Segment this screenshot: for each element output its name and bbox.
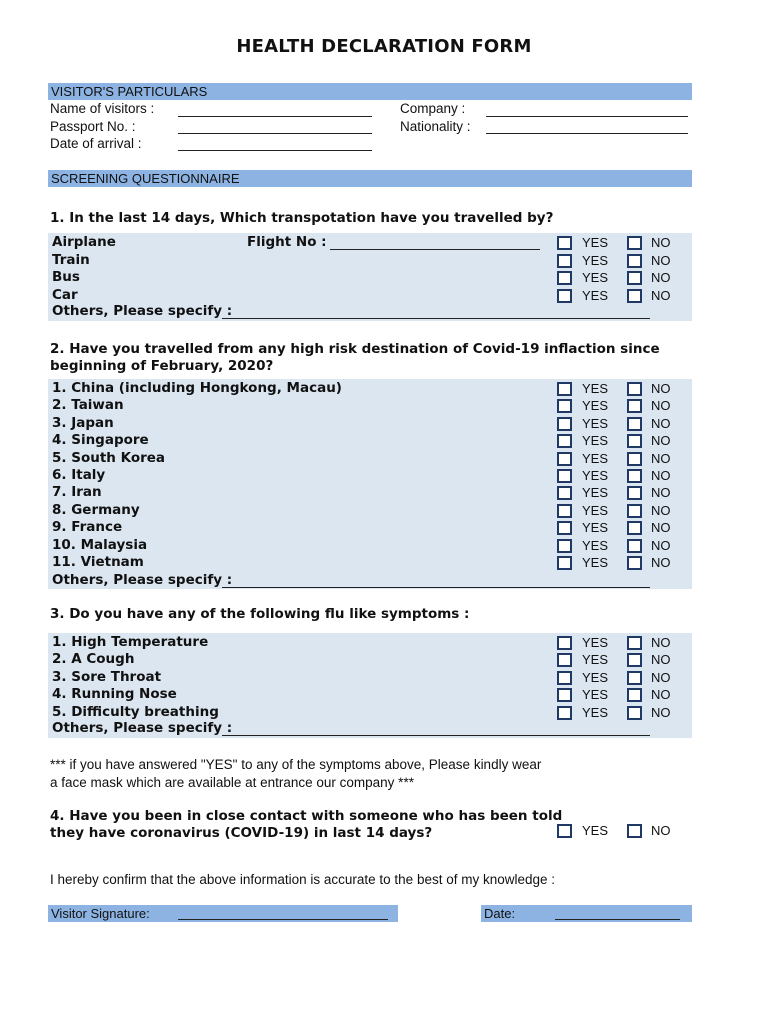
q2-item-5-yes-checkbox[interactable]	[557, 452, 572, 466]
q2-item-6-no-checkbox[interactable]	[627, 469, 642, 483]
q3-item-4-yes-checkbox[interactable]	[557, 688, 572, 702]
q3-item-3-yes-checkbox[interactable]	[557, 671, 572, 685]
q2-item-10-no-checkbox[interactable]	[627, 539, 642, 553]
q2-item: 7. Iran	[52, 484, 102, 501]
q1-item-3-no-label: NO	[651, 270, 671, 285]
q3-item-4-no-checkbox[interactable]	[627, 688, 642, 702]
q2-item-2-yes-checkbox[interactable]	[557, 399, 572, 413]
q2-item-6-yes-label: YES	[582, 468, 609, 483]
q2-item-11-yes-checkbox[interactable]	[557, 556, 572, 570]
q2-item-4-yes-label: YES	[582, 433, 609, 449]
q2-item: 9. France	[52, 519, 123, 536]
q2-item-3-no-checkbox[interactable]	[627, 417, 642, 431]
q3-item-3-yes-label: YES	[582, 669, 609, 685]
question-2: 2. Have you travelled from any high risk destination of Covid-19 inflaction since beginning of February, 2020?	[50, 341, 660, 374]
q2-item-5-no-label: NO	[651, 450, 671, 466]
q2-item: 1. China (including Hongkong, Macau)	[52, 380, 342, 396]
q1-item-1-yes-checkbox[interactable]	[557, 236, 572, 250]
q1-item-4-no-label: NO	[651, 287, 671, 303]
q2-item-9-no-checkbox[interactable]	[627, 521, 642, 535]
q2-item-11-no-label: NO	[651, 555, 671, 570]
q1-item-2-no-label: NO	[651, 252, 671, 268]
q4-no-label: NO	[651, 823, 671, 838]
q1-item-2-yes-checkbox[interactable]	[557, 254, 572, 268]
q3-item-1-no-checkbox[interactable]	[627, 636, 642, 650]
q1-item-3-no-checkbox[interactable]	[627, 271, 642, 285]
confirmation-text: I hereby confirm that the above information is accurate to the best of my knowledge :	[50, 872, 556, 887]
q2-item-7-yes-label: YES	[582, 485, 609, 501]
q2-item-10-yes-checkbox[interactable]	[557, 539, 572, 553]
q2-item-1-yes-label: YES	[582, 381, 609, 396]
q2-item-3-no-label: NO	[651, 415, 671, 431]
q2-item-10-no-label: NO	[651, 537, 671, 553]
flight-no-label: Flight No :	[247, 234, 327, 250]
q1-item: Bus	[52, 269, 80, 285]
q2-item-6-no-label: NO	[651, 468, 671, 483]
q2-item: 2. Taiwan	[52, 397, 124, 414]
mask-note: *** if you have answered "YES" to any of the symptoms above, Please kindly wear a face mask which are available at entrance our company ***	[50, 757, 542, 790]
q3-others-field[interactable]	[222, 735, 650, 736]
q2-item-10-yes-label: YES	[582, 537, 609, 553]
q1-item-4-no-checkbox[interactable]	[627, 289, 642, 303]
q1-item-1-no-checkbox[interactable]	[627, 236, 642, 250]
q3-item: 5. Difficulty breathing	[52, 703, 219, 720]
q2-item-2-no-label: NO	[651, 398, 671, 414]
company-label: Company :	[400, 101, 466, 116]
q3-item-5-yes-label: YES	[582, 704, 609, 720]
q1-item-4-yes-label: YES	[582, 287, 609, 303]
flight-no-field[interactable]	[330, 249, 540, 250]
q2-item: 8. Germany	[52, 501, 140, 518]
q4-yes-checkbox[interactable]	[557, 824, 572, 838]
screening-section-header: SCREENING QUESTIONNAIRE	[48, 170, 692, 187]
q2-item-3-yes-label: YES	[582, 415, 609, 431]
q3-item-5-no-label: NO	[651, 704, 671, 720]
q2-item-8-no-checkbox[interactable]	[627, 504, 642, 518]
q2-others-field[interactable]	[222, 587, 650, 588]
q2-item-5-yes-label: YES	[582, 450, 609, 466]
q2-others-label: Others, Please specify :	[52, 572, 233, 588]
q3-item: 3. Sore Throat	[52, 668, 162, 685]
signature-field[interactable]	[178, 919, 388, 920]
q1-item: Airplane	[52, 234, 116, 250]
q2-item-4-no-checkbox[interactable]	[627, 434, 642, 448]
q1-item-1-yes-label: YES	[582, 235, 609, 250]
q3-item-2-yes-label: YES	[582, 652, 609, 668]
q3-item: 1. High Temperature	[52, 634, 209, 650]
q2-item-8-no-label: NO	[651, 502, 671, 518]
q3-item-1-yes-checkbox[interactable]	[557, 636, 572, 650]
date-field[interactable]	[555, 919, 680, 920]
form-title: HEALTH DECLARATION FORM	[236, 36, 532, 57]
q3-item-2-no-label: NO	[651, 652, 671, 668]
nationality-field[interactable]	[486, 133, 688, 134]
q3-item-4-no-label: NO	[651, 687, 671, 703]
q2-item-4-no-label: NO	[651, 433, 671, 449]
question-1: 1. In the last 14 days, Which transpotation have you travelled by?	[50, 210, 554, 226]
company-field[interactable]	[486, 116, 688, 117]
q2-item-8-yes-label: YES	[582, 502, 609, 518]
q1-item-2-yes-label: YES	[582, 252, 609, 268]
q4-yes-label: YES	[582, 823, 609, 838]
q2-item-7-no-checkbox[interactable]	[627, 486, 642, 500]
q2-item-2-yes-label: YES	[582, 398, 609, 414]
q3-others-label: Others, Please specify :	[52, 720, 233, 736]
q2-item-1-no-label: NO	[651, 381, 671, 396]
q1-others-label: Others, Please specify :	[52, 303, 233, 319]
q3-item-3-no-label: NO	[651, 669, 671, 685]
q1-item: Car	[52, 286, 78, 303]
q2-item-1-no-checkbox[interactable]	[627, 382, 642, 396]
q2-item-5-no-checkbox[interactable]	[627, 452, 642, 466]
q2-item-7-yes-checkbox[interactable]	[557, 486, 572, 500]
q1-item-3-yes-label: YES	[582, 270, 609, 285]
q2-item-3-yes-checkbox[interactable]	[557, 417, 572, 431]
signature-band: Visitor Signature:	[48, 905, 398, 922]
q2-item-9-yes-label: YES	[582, 520, 609, 536]
date-band: Date:	[481, 905, 692, 922]
q2-item-9-no-label: NO	[651, 520, 671, 536]
q3-item-2-yes-checkbox[interactable]	[557, 653, 572, 667]
passport-label: Passport No. :	[50, 119, 136, 134]
q2-item-9-yes-checkbox[interactable]	[557, 521, 572, 535]
q3-item: 2. A Cough	[52, 651, 135, 668]
q2-item-1-yes-checkbox[interactable]	[557, 382, 572, 396]
q1-item-3-yes-checkbox[interactable]	[557, 271, 572, 285]
q2-item-2-no-checkbox[interactable]	[627, 399, 642, 413]
q2-item-6-yes-checkbox[interactable]	[557, 469, 572, 483]
question-4: 4. Have you been in close contact with someone who has been told they have coronavirus (COVID-19) in last 14 days?	[50, 808, 563, 841]
q3-item-3-no-checkbox[interactable]	[627, 671, 642, 685]
nationality-label: Nationality :	[400, 119, 471, 134]
visitor-section-header: VISITOR'S PARTICULARS	[48, 83, 692, 100]
q2-item: 4. Singapore	[52, 432, 149, 449]
passport-field[interactable]	[178, 133, 372, 134]
q3-item-1-no-label: NO	[651, 635, 671, 650]
q2-item-11-no-checkbox[interactable]	[627, 556, 642, 570]
q2-item-8-yes-checkbox[interactable]	[557, 504, 572, 518]
q2-item: 10. Malaysia	[52, 536, 148, 553]
q1-item-1-no-label: NO	[651, 235, 671, 250]
q2-item-11-yes-label: YES	[582, 555, 609, 570]
q2-item: 6. Italy	[52, 467, 106, 483]
q2-item-7-no-label: NO	[651, 485, 671, 501]
q3-item: 4. Running Nose	[52, 686, 177, 703]
question-3: 3. Do you have any of the following flu like symptoms :	[50, 606, 470, 622]
q2-item: 5. South Korea	[52, 449, 166, 466]
q3-item-1-yes-label: YES	[582, 635, 609, 650]
q1-item-2-no-checkbox[interactable]	[627, 254, 642, 268]
name-field[interactable]	[178, 116, 372, 117]
q3-item-4-yes-label: YES	[582, 687, 609, 703]
q4-no-checkbox[interactable]	[627, 824, 642, 838]
q2-item-4-yes-checkbox[interactable]	[557, 434, 572, 448]
arrival-date-field[interactable]	[178, 150, 372, 151]
q3-item-5-yes-checkbox[interactable]	[557, 706, 572, 720]
q3-item-2-no-checkbox[interactable]	[627, 653, 642, 667]
q2-item: 11. Vietnam	[52, 554, 144, 570]
name-label: Name of visitors :	[50, 101, 155, 116]
q1-item-4-yes-checkbox[interactable]	[557, 289, 572, 303]
arrival-label: Date of arrival :	[50, 136, 142, 151]
q1-item: Train	[52, 251, 90, 268]
q2-item: 3. Japan	[52, 414, 114, 431]
q3-item-5-no-checkbox[interactable]	[627, 706, 642, 720]
q1-others-field[interactable]	[222, 318, 650, 319]
